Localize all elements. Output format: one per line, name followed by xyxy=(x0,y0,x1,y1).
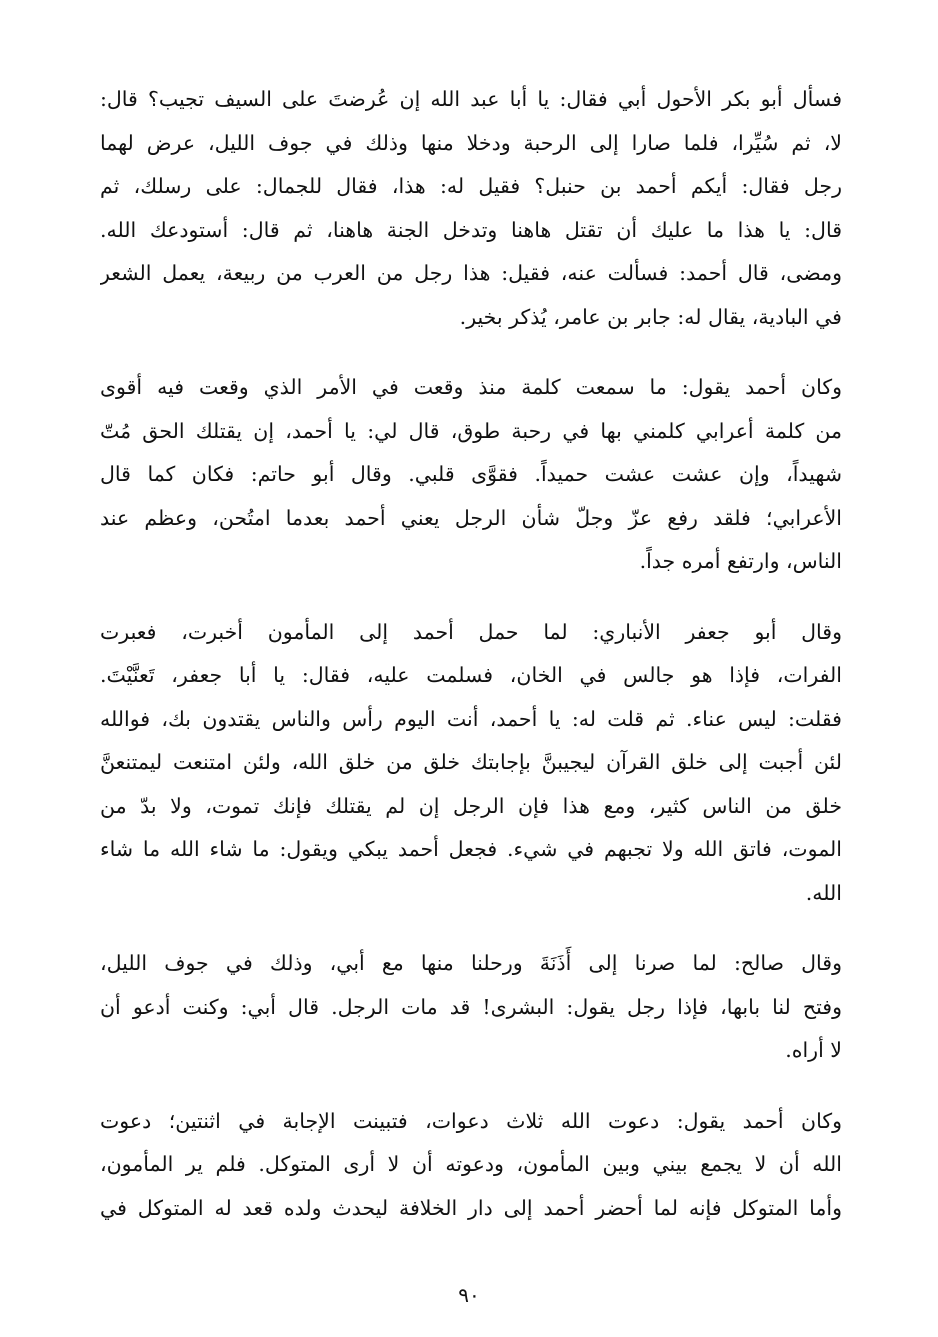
paragraph-3 xyxy=(100,611,842,916)
text-line: الله. xyxy=(805,880,842,905)
text-line: لا أراه. xyxy=(785,1038,842,1062)
text-line: الفرات، فإذا هو جالس في الخان، فسلمت عليه، فقال: يا أبا جعفر، تَعنَّيْتَ. xyxy=(100,663,842,687)
text-line: قال: يا هذا ما عليك أن تقتل هاهنا وتدخل الجنة هاهنا، ثم قال: أستودعك الله. xyxy=(100,217,842,242)
text-line: لا، ثم سُيِّرا، فلما صارا إلى الرحبة ودخلا منها وذلك في جوف الليل، عرض لهما xyxy=(100,130,842,155)
text-line: وفتح لنا بابها، فإذا رجل يقول: البشرى! قد مات الرجل. قال أبي: وكنت أدعو أن xyxy=(100,994,842,1019)
text-line: رجل فقال: أيكم أحمد بن حنبل؟ فقيل له: هذا، فقال للجمال: على رسلك، ثم xyxy=(100,174,842,198)
text-line: لئن أجبت إلى خلق القرآن ليجيبنَّ بإجابتك خلق من خلق الله، ولئن امتنعت ليمتنعنَّ xyxy=(100,750,842,774)
text-line: وقال أبو جعفر الأنباري: لما حمل أحمد إلى المأمون أخبرت، فعبرت xyxy=(100,619,842,644)
text-line: الله أن لا يجمع بيني وبين المأمون، ودعوته أن لا أرى المتوكل. فلم ير المأمون، xyxy=(100,1152,842,1176)
paragraph-1 xyxy=(100,78,842,339)
text-line: وكان أحمد يقول: دعوت الله ثلاث دعوات، فتبينت الإجابة في اثنتين؛ دعوت xyxy=(100,1108,842,1133)
paragraph-5 xyxy=(100,1100,842,1231)
paragraph-4 xyxy=(100,942,842,1073)
text-line: وقال صالح: لما صرنا إلى أَذَنَةَ ورحلنا منها مع أبي، وذلك في جوف الليل، xyxy=(100,951,842,975)
text-line: فسأل أبو بكر الأحول أبي فقال: يا أبا عبد الله إن عُرضتَ على السيف تجيب؟ قال: xyxy=(100,87,842,111)
text-line: شهيداً، وإن عشت عشت حميداً. فقوَّى قلبي. وقال أبو حاتم: فكان كما قال xyxy=(100,462,842,486)
page-body xyxy=(100,78,842,1257)
paragraph-2 xyxy=(100,366,842,584)
text-line: خلق من الناس كثير، ومع هذا فإن الرجل إن لم يقتلك فإنك تموت، ولا بدّ من xyxy=(100,793,842,818)
text-line: الناس، وارتفع أمره جداً. xyxy=(639,549,842,573)
page-number: ٩٠ xyxy=(458,1283,480,1307)
text-line: من كلمة أعرابي كلمني بها في رحبة طوق، قال لي: يا أحمد، إن يقتلك الحق مُتّ xyxy=(100,418,842,443)
text-line: في البادية، يقال له: جابر بن عامر، يُذكر بخير. xyxy=(459,304,842,329)
text-line: وكان أحمد يقول: ما سمعت كلمة منذ وقعت في الأمر الذي وقعت فيه أقوى xyxy=(100,375,842,399)
text-line: الموت، فاتق الله ولا تجبهم في شيء. فجعل أحمد يبكي ويقول: ما شاء الله ما شاء xyxy=(100,837,842,861)
text-line: فقلت: ليس عناء. ثم قلت له: يا أحمد، أنت اليوم رأس والناس يقتدون بك، فوالله xyxy=(100,706,842,731)
text-line: الأعرابي؛ فلقد رفع عزّ وجلّ شأن الرجل يعني أحمد بعدما امتُحن، وعظم عند xyxy=(100,505,842,530)
text-line: وأما المتوكل فإنه لما أحضر أحمد إلى دار الخلافة ليحدث ولده قعد له المتوكل في xyxy=(100,1195,842,1220)
text-line: ومضى، قال أحمد: فسألت عنه، فقيل: هذا رجل من العرب من ربيعة، يعمل الشعر xyxy=(100,261,842,285)
